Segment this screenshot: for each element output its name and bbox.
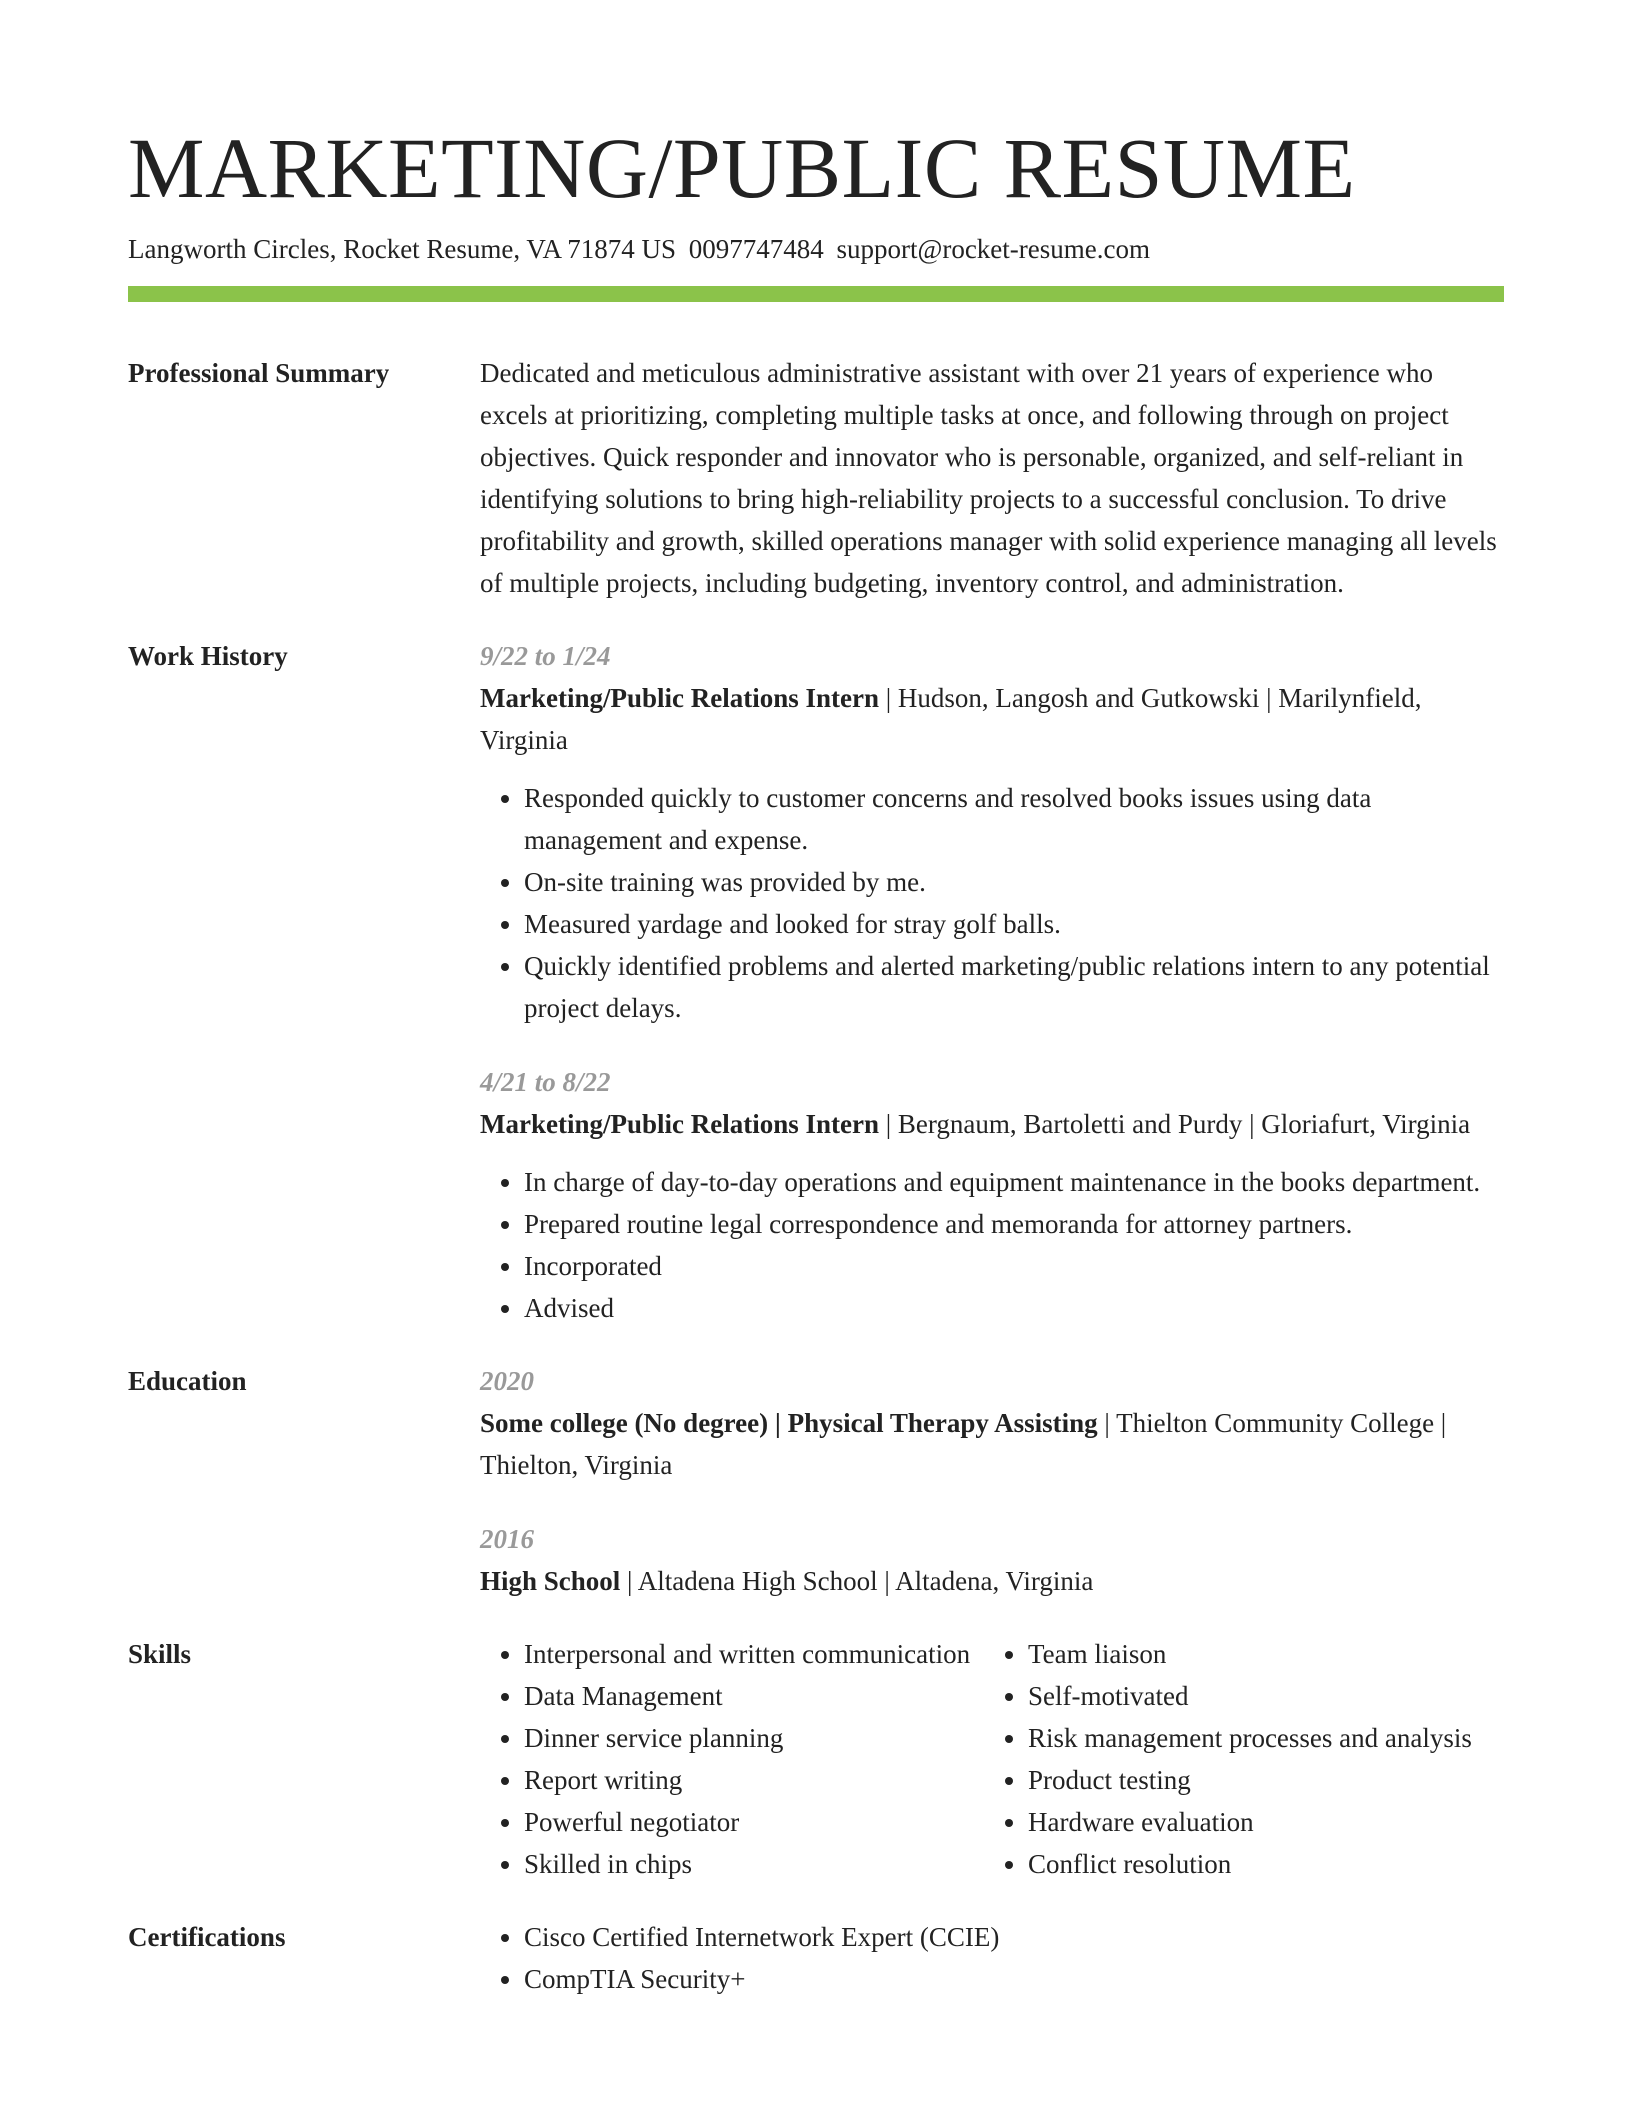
summary-text: Dedicated and meticulous administrative assistant with over 21 years of experience who excels at prioritizing, completing multiple tasks at once, and following through on project objectives. Quick responder and innovator who is personable, organized, and self-reliant in identifying solutions to bring high-reliability projects to a successful conclusion. To drive profitability and growth, skilled operations manager with solid experience managing all levels of multiple projects, including budgeting, inventory control, and administration.	[480, 358, 1497, 598]
education-entry	[480, 1518, 1504, 1602]
skill-item: • Risk management processes and analysis	[1028, 1717, 1488, 1759]
skills-list-right	[984, 1633, 1488, 1885]
skill-item: • Data Management	[524, 1675, 984, 1717]
contact-line	[128, 232, 1504, 266]
skill-item: • Skilled in chips	[524, 1843, 984, 1885]
job-heading	[480, 677, 1504, 761]
certification-item: • CompTIA Security+	[524, 1958, 1504, 2000]
education-year: 2016	[480, 1524, 534, 1554]
education-body	[480, 1360, 1504, 1602]
work-history-heading: Work History	[128, 641, 288, 671]
job-bullets	[480, 777, 1504, 1029]
contact-email[interactable]: support@rocket-resume.com	[836, 234, 1150, 264]
skill-item: • Dinner service planning	[524, 1717, 984, 1759]
education-entry	[480, 1360, 1504, 1486]
skill-item: • Interpersonal and written communication	[524, 1633, 984, 1675]
certifications-list	[480, 1916, 1504, 2000]
education-degree: Some college (No degree) | Physical Therapy Assisting	[480, 1408, 1098, 1438]
job-entry	[480, 635, 1504, 1029]
job-title: Marketing/Public Relations Intern	[480, 1109, 879, 1139]
job-dates: 4/21 to 8/22	[480, 1067, 611, 1097]
job-bullets	[480, 1161, 1504, 1329]
job-bullet: • Prepared routine legal correspondence and memoranda for attorney partners.	[524, 1203, 1504, 1245]
education-section	[128, 1360, 1504, 1602]
job-details: | Hudson, Langosh and Gutkowski | Marilynfield, Virginia	[480, 683, 1422, 755]
education-details: | Thielton Community College | Thielton, Virginia	[480, 1408, 1447, 1480]
job-bullet: • Quickly identified problems and alerted marketing/public relations intern to any potential project delays.	[524, 945, 1504, 1029]
resume-page	[128, 0, 1504, 2000]
education-year: 2020	[480, 1366, 534, 1396]
work-history-section	[128, 635, 1504, 1329]
contact-address: Langworth Circles, Rocket Resume, VA 71874 US	[128, 234, 676, 264]
contact-phone: 0097747484	[688, 234, 824, 264]
education-heading-line	[480, 1402, 1504, 1486]
skill-item: • Report writing	[524, 1759, 984, 1801]
skill-item: • Team liaison	[1028, 1633, 1488, 1675]
certifications-section	[128, 1916, 1504, 2000]
skill-item: • Conflict resolution	[1028, 1843, 1488, 1885]
skill-item: • Powerful negotiator	[524, 1801, 984, 1843]
skills-list-left	[480, 1633, 984, 1885]
job-title: Marketing/Public Relations Intern	[480, 683, 879, 713]
job-bullet: • Advised	[524, 1287, 1504, 1329]
skills-body	[480, 1633, 1504, 1885]
resume-title: MARKETING/PUBLIC RESUME	[128, 120, 1356, 216]
job-dates: 9/22 to 1/24	[480, 641, 611, 671]
summary-section	[128, 352, 1504, 604]
job-bullet: • Measured yardage and looked for stray golf balls.	[524, 903, 1504, 945]
skills-section	[128, 1633, 1504, 1885]
header-divider	[128, 286, 1504, 302]
job-bullet: • Incorporated	[524, 1245, 1504, 1287]
skills-heading: Skills	[128, 1639, 192, 1669]
skills-grid	[480, 1633, 1504, 1885]
job-bullet: • In charge of day-to-day operations and equipment maintenance in the books department.	[524, 1161, 1504, 1203]
skill-item: • Hardware evaluation	[1028, 1801, 1488, 1843]
job-bullet: • Responded quickly to customer concerns and resolved books issues using data management and expense.	[524, 777, 1504, 861]
job-heading	[480, 1103, 1504, 1145]
education-heading: Education	[128, 1366, 247, 1396]
certifications-body	[480, 1916, 1504, 2000]
education-details: | Altadena High School | Altadena, Virginia	[620, 1566, 1094, 1596]
summary-heading: Professional Summary	[128, 358, 390, 388]
skill-item: • Product testing	[1028, 1759, 1488, 1801]
job-entry	[480, 1061, 1504, 1329]
job-details: | Bergnaum, Bartoletti and Purdy | Gloriafurt, Virginia	[879, 1109, 1471, 1139]
certifications-heading: Certifications	[128, 1922, 286, 1952]
certification-item: • Cisco Certified Internetwork Expert (CCIE)	[524, 1916, 1504, 1958]
education-heading-line	[480, 1560, 1504, 1602]
job-bullet: • On-site training was provided by me.	[524, 861, 1504, 903]
education-degree: High School	[480, 1566, 621, 1596]
work-history-body	[480, 635, 1504, 1329]
skill-item: • Self-motivated	[1028, 1675, 1488, 1717]
